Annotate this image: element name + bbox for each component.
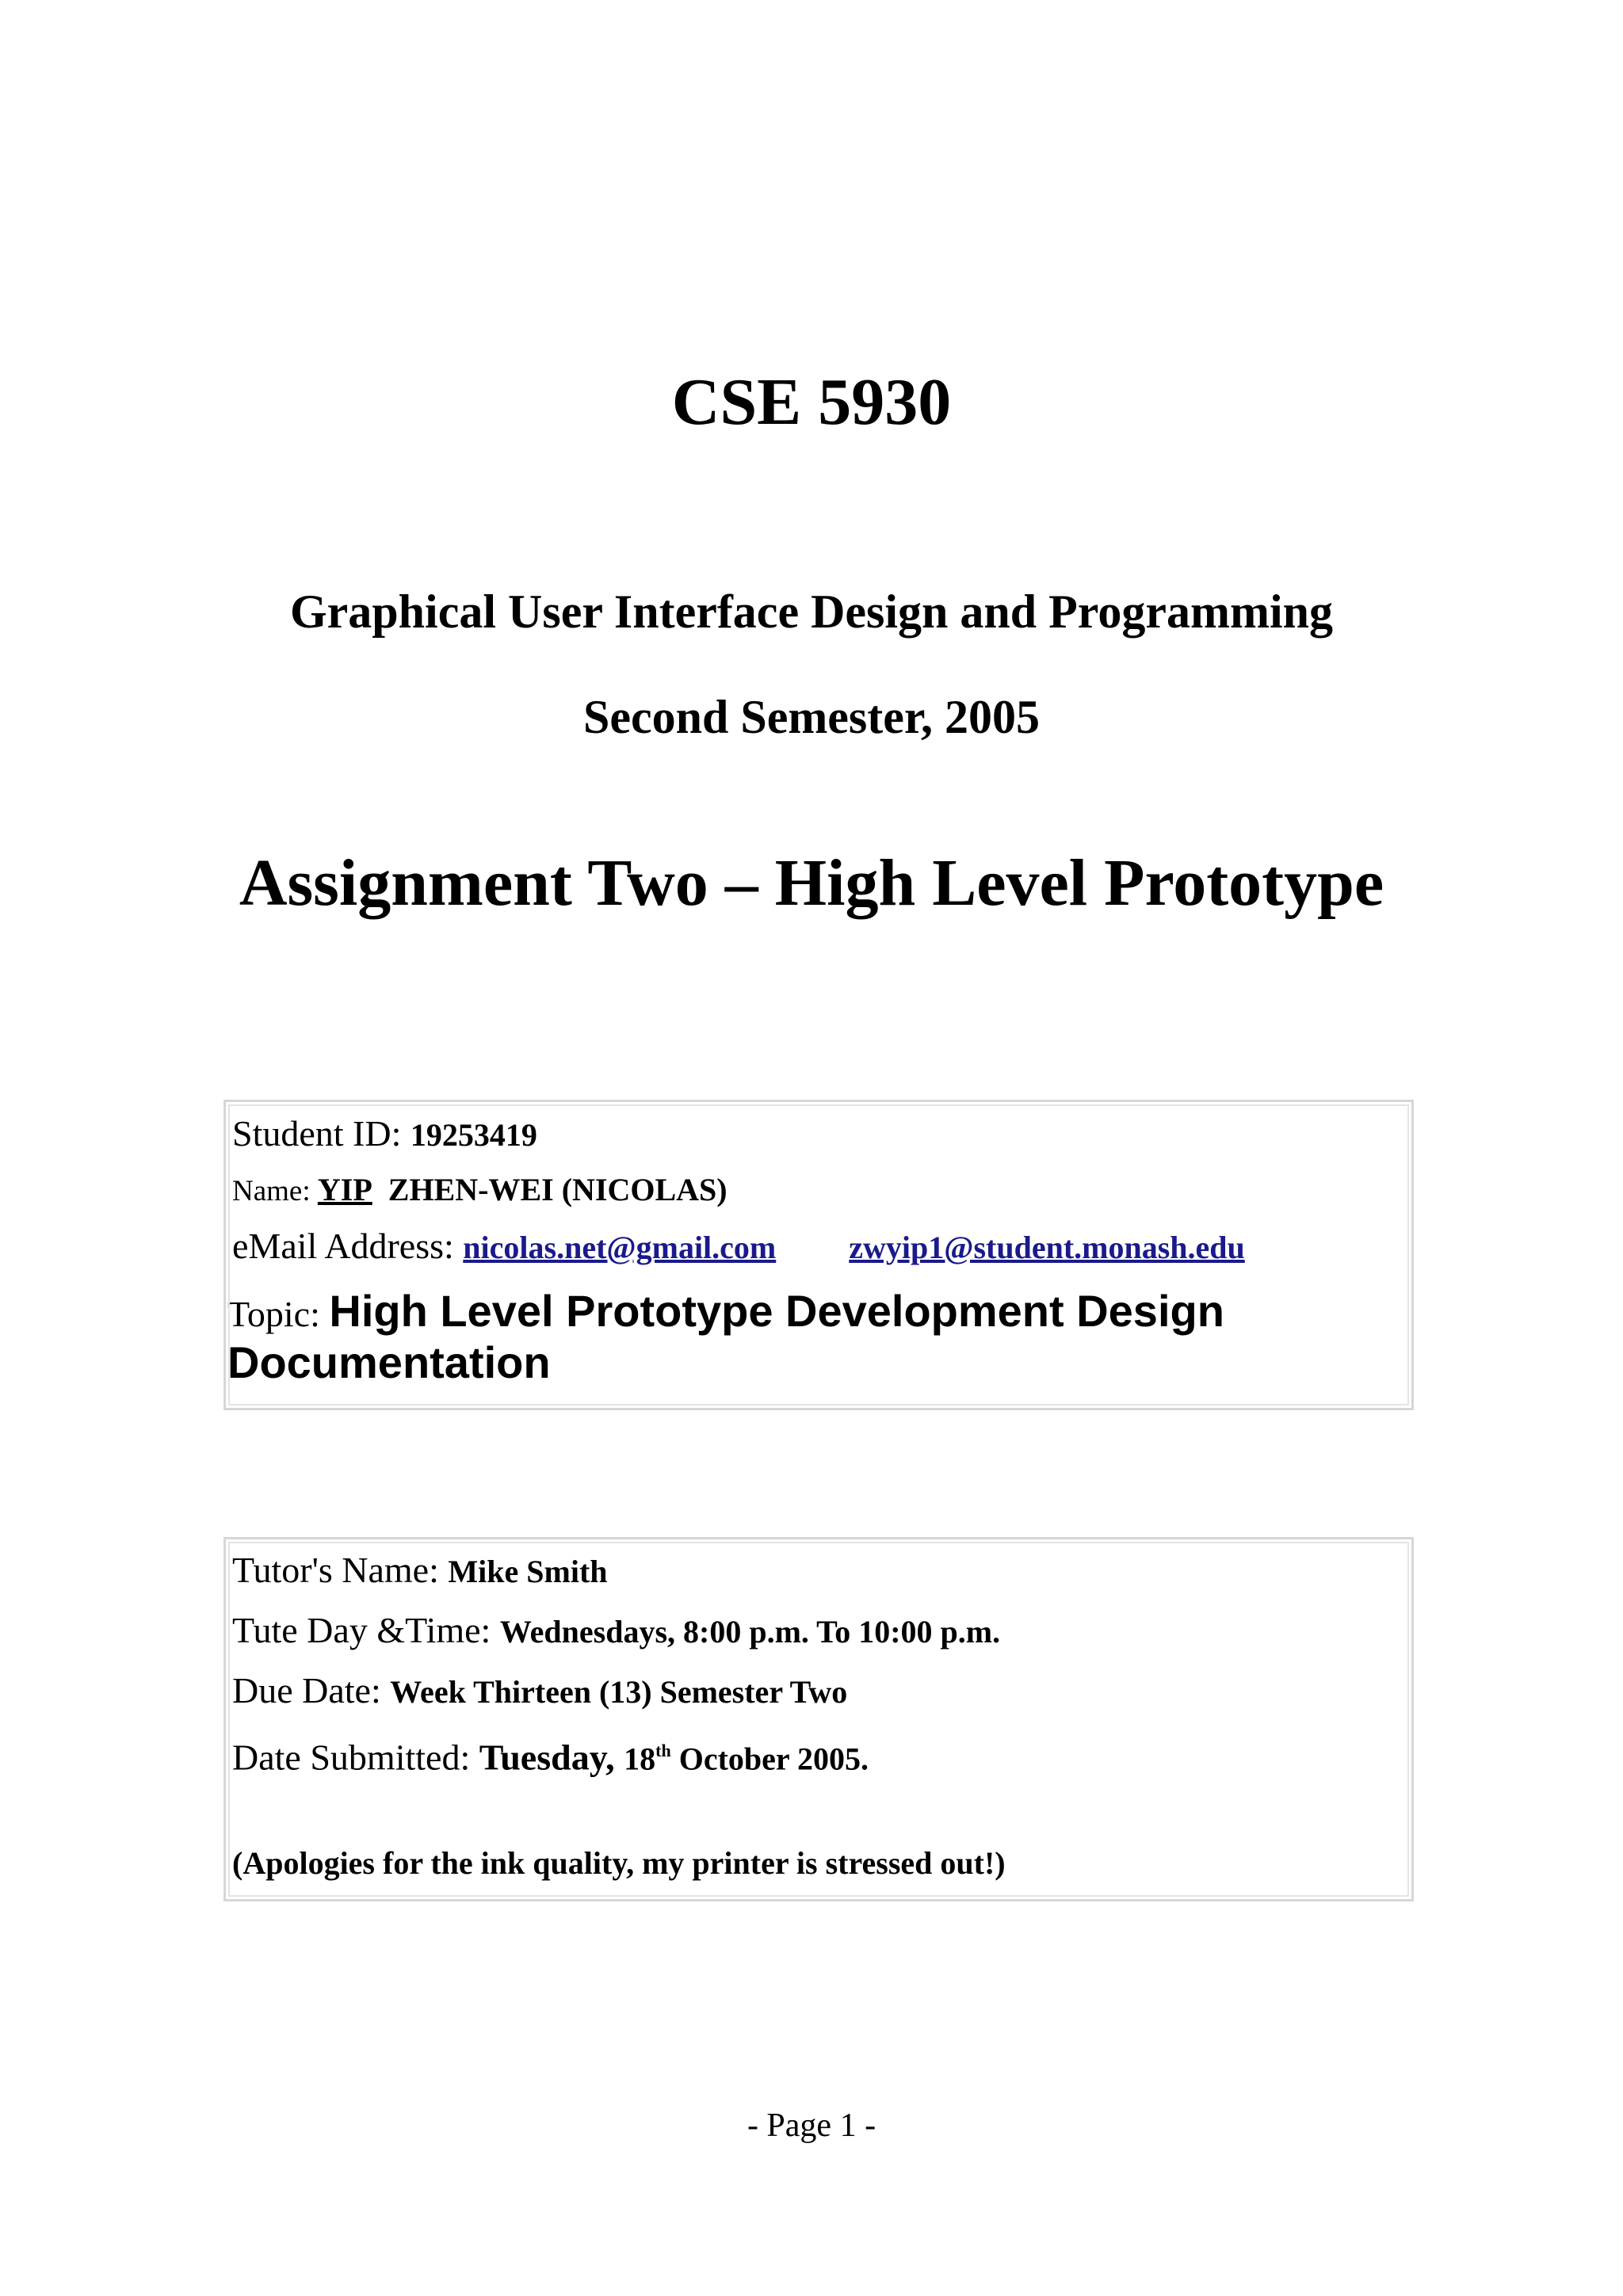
email-link-monash[interactable]: zwyip1@student.monash.edu xyxy=(849,1230,1245,1265)
date-submitted-row xyxy=(232,1726,869,1783)
tute-time-value: Wednesdays, 8:00 p.m. To 10:00 p.m. xyxy=(499,1614,1001,1650)
tutor-name-value: Mike Smith xyxy=(448,1554,608,1589)
topic-text-line-2: Documentation xyxy=(227,1337,551,1387)
email-label: eMail Address: xyxy=(232,1226,464,1266)
page-number: - Page 1 - xyxy=(747,2107,876,2144)
tute-time-label: Tute Day &Time: xyxy=(232,1610,500,1650)
date-submitted-day: Tuesday, xyxy=(479,1737,624,1778)
name-label: Name: xyxy=(232,1175,318,1207)
tutor-name-label: Tutor's Name: xyxy=(232,1550,449,1590)
student-id-row xyxy=(232,1110,537,1159)
tute-time-row xyxy=(232,1606,1000,1657)
name-row xyxy=(232,1169,727,1213)
printer-apology-note: (Apologies for the ink quality, my printer is stressed out!) xyxy=(232,1845,1006,1881)
date-submitted-day-number: 18 xyxy=(624,1741,656,1777)
due-date-value: Week Thirteen (13) Semester Two xyxy=(390,1674,848,1710)
tutor-name-row xyxy=(232,1546,608,1596)
email-row xyxy=(232,1221,1245,1273)
topic-row xyxy=(227,1286,1224,1340)
surname: YIP xyxy=(317,1172,372,1207)
tutor-info-box xyxy=(223,1537,1414,1901)
course-title: Graphical User Interface Design and Programming xyxy=(290,585,1333,638)
topic-text-line-1: High Level Prototype Development Design xyxy=(329,1286,1224,1336)
student-id-value: 19253419 xyxy=(410,1117,537,1153)
date-submitted-label: Date Submitted: xyxy=(232,1737,479,1778)
topic-label: Topic: xyxy=(227,1294,330,1334)
student-info-box xyxy=(223,1100,1414,1410)
email-link-gmail[interactable]: nicolas.net@gmail.com xyxy=(463,1230,777,1265)
due-date-row xyxy=(232,1666,847,1717)
date-submitted-month-year: October 2005. xyxy=(670,1741,869,1777)
assignment-title: Assignment Two – High Level Prototype xyxy=(239,846,1384,920)
semester: Second Semester, 2005 xyxy=(582,691,1041,743)
course-code: CSE 5930 xyxy=(671,365,952,439)
date-submitted-ordinal: th xyxy=(655,1741,671,1760)
student-id-label: Student ID: xyxy=(232,1113,411,1154)
given-name: ZHEN-WEI (NICOLAS) xyxy=(388,1172,727,1207)
due-date-label: Due Date: xyxy=(232,1670,391,1711)
